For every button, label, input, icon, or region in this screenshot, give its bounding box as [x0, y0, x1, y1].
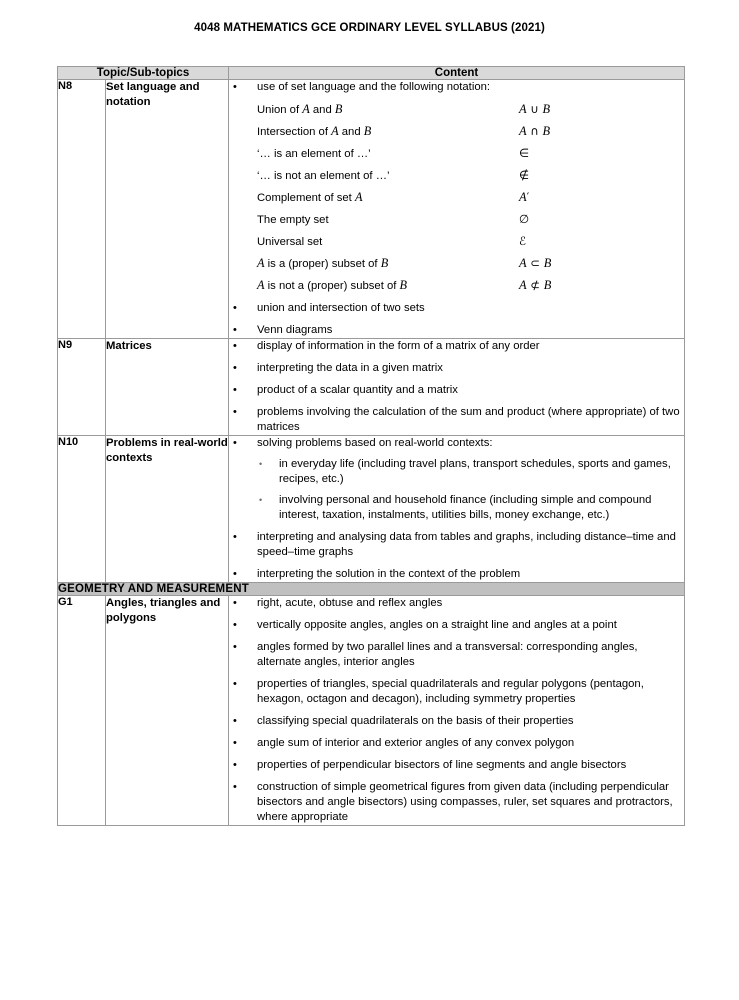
notation-row	[257, 278, 684, 294]
bullet-item	[229, 301, 684, 316]
notation-row	[257, 124, 684, 140]
topic-content	[229, 339, 685, 436]
topic-code: G1	[58, 596, 106, 826]
bullet-marker: •	[233, 81, 237, 93]
notation-row	[257, 234, 684, 250]
notation-term: Intersection of A and B	[257, 124, 372, 138]
topic-name: Angles, triangles and polygons	[106, 596, 229, 826]
table-body	[58, 67, 685, 826]
bullet-list	[229, 596, 684, 825]
notation-variable: A	[354, 190, 363, 204]
page-title: 4048 MATHEMATICS GCE ORDINARY LEVEL SYLLABUS (2021)	[194, 22, 545, 34]
bullet-text: product of a scalar quantity and a matrix	[257, 384, 458, 396]
table-header-row	[58, 67, 685, 80]
table-row	[58, 80, 685, 339]
notation-row	[257, 256, 684, 272]
notation-symbol: A ∪ B	[519, 102, 551, 116]
notation-symbol: ∈	[519, 146, 530, 160]
bullet-item	[229, 361, 684, 376]
bullet-text: display of information in the form of a matrix of any order	[257, 340, 540, 352]
topic-content	[229, 596, 685, 826]
notation-term: The empty set	[257, 214, 329, 226]
bullet-item	[229, 596, 684, 611]
bullet-text: use of set language and the following notation:	[257, 81, 491, 93]
bullet-marker: •	[233, 781, 237, 793]
notation-variable: B	[399, 278, 408, 292]
bullet-text: union and intersection of two sets	[257, 302, 425, 314]
bullet-item	[229, 323, 684, 338]
topic-code: N10	[58, 436, 106, 583]
notation-term: Union of A and B	[257, 102, 343, 116]
table-row	[58, 596, 685, 826]
topic-content	[229, 80, 685, 339]
section-header-row	[58, 583, 685, 596]
notation-symbol-variable: A	[519, 124, 527, 138]
notation-symbol: ℰ	[519, 234, 527, 248]
bullet-marker: •	[233, 737, 237, 749]
section-header-label: GEOMETRY AND MEASUREMENT	[58, 583, 685, 596]
syllabus-table	[57, 66, 685, 826]
bullet-marker: •	[233, 324, 237, 336]
notation-symbol-variable: A	[519, 278, 527, 292]
notation-symbol-variable: A	[519, 102, 527, 116]
bullet-text: vertically opposite angles, angles on a straight line and angles at a point	[257, 619, 617, 631]
bullet-item	[229, 677, 684, 707]
notation-symbol: A ∩ B	[519, 124, 551, 138]
bullet-text: Venn diagrams	[257, 324, 333, 336]
bullet-text: properties of perpendicular bisectors of line segments and angle bisectors	[257, 759, 627, 771]
bullet-item	[229, 383, 684, 398]
topic-code: N8	[58, 80, 106, 339]
sub-bullet-marker: •	[259, 495, 263, 505]
table-row	[58, 436, 685, 583]
bullet-text: right, acute, obtuse and reflex angles	[257, 597, 443, 609]
table-row	[58, 339, 685, 436]
notation-variable: B	[363, 124, 372, 138]
topic-content	[229, 436, 685, 583]
bullet-marker: •	[233, 597, 237, 609]
bullet-marker: •	[233, 340, 237, 352]
notation-symbol: A ⊄ B	[519, 278, 552, 292]
bullet-text: interpreting and analysing data from tables and graphs, including distance–time and speed–time graphs	[257, 531, 676, 558]
bullet-marker: •	[233, 619, 237, 631]
sub-bullet-item	[257, 457, 684, 487]
notation-variable: A	[257, 256, 265, 270]
bullet-text: properties of triangles, special quadrilaterals and regular polygons (pentagon, hexagon, octagon and decagon), including symmetry properties	[257, 678, 644, 705]
notation-row	[257, 146, 684, 162]
sub-bullet-text: involving personal and household finance (including simple and compound interest, taxation, instalments, utilities bills, money exchange, etc.)	[279, 494, 652, 521]
topic-name: Set language and notation	[106, 80, 229, 339]
bullet-item	[229, 567, 684, 582]
bullet-item	[229, 780, 684, 825]
bullet-list	[229, 339, 684, 435]
topic-name: Matrices	[106, 339, 229, 436]
bullet-marker: •	[233, 406, 237, 418]
bullet-marker: •	[233, 678, 237, 690]
sub-bullet-marker: •	[259, 459, 263, 469]
bullet-item	[229, 640, 684, 670]
notation-variable: A	[257, 278, 265, 292]
topic-code: N9	[58, 339, 106, 436]
notation-symbol-variable: B	[542, 102, 551, 116]
bullet-item	[229, 714, 684, 729]
bullet-text: interpreting the solution in the context of the problem	[257, 568, 521, 580]
bullet-marker: •	[233, 759, 237, 771]
notation-symbol-variable: B	[543, 256, 552, 270]
notation-symbol: ∉	[519, 168, 530, 182]
sub-bullet-item	[257, 493, 684, 523]
bullet-item	[229, 618, 684, 633]
notation-row	[257, 212, 684, 228]
notation-list	[257, 102, 684, 294]
notation-variable: B	[334, 102, 343, 116]
bullet-list	[229, 80, 684, 338]
notation-symbol-variable: B	[543, 278, 552, 292]
bullet-text: problems involving the calculation of the sum and product (where appropriate) of two matrices	[257, 406, 680, 433]
bullet-item	[229, 530, 684, 560]
bullet-marker: •	[233, 568, 237, 580]
bullet-text: angle sum of interior and exterior angles of any convex polygon	[257, 737, 575, 749]
notation-row	[257, 168, 684, 184]
notation-row	[257, 190, 684, 206]
notation-term: A is a (proper) subset of B	[257, 256, 389, 270]
bullet-marker: •	[233, 437, 237, 449]
sub-bullet-text: in everyday life (including travel plans, transport schedules, sports and games, recipes, etc.)	[279, 458, 671, 485]
bullet-item	[229, 736, 684, 751]
bullet-item	[229, 339, 684, 354]
bullet-text: solving problems based on real-world contexts:	[257, 437, 493, 449]
syllabus-table-container	[57, 66, 684, 826]
notation-row	[257, 102, 684, 118]
notation-symbol-variable: A	[519, 190, 527, 204]
bullet-text: angles formed by two parallel lines and a transversal: corresponding angles, alternate angles, interior angles	[257, 641, 638, 668]
bullet-item	[229, 436, 684, 523]
bullet-marker: •	[233, 531, 237, 543]
bullet-marker: •	[233, 384, 237, 396]
notation-term: A is not a (proper) subset of B	[257, 278, 408, 292]
notation-variable: A	[331, 124, 339, 138]
notation-term: Complement of set A	[257, 190, 363, 204]
bullet-marker: •	[233, 641, 237, 653]
topic-name: Problems in real-world contexts	[106, 436, 229, 583]
notation-symbol: A ⊂ B	[519, 256, 552, 270]
bullet-item	[229, 80, 684, 294]
notation-term: ‘… is an element of …’	[257, 148, 371, 160]
bullet-list	[229, 436, 684, 582]
notation-variable: A	[302, 102, 310, 116]
bullet-marker: •	[233, 362, 237, 374]
notation-term: ‘… is not an element of …’	[257, 170, 390, 182]
bullet-marker: •	[233, 302, 237, 314]
bullet-marker: •	[233, 715, 237, 727]
bullet-item	[229, 758, 684, 773]
bullet-item	[229, 405, 684, 435]
notation-term: Universal set	[257, 236, 323, 248]
bullet-text: construction of simple geometrical figures from given data (including perpendicular bisectors and angle bisectors) using compasses, ruler, set squares and protractors, where appropriate	[257, 781, 673, 823]
notation-variable: B	[380, 256, 389, 270]
column-header-topic: Topic/Sub-topics	[58, 67, 229, 80]
sub-bullet-list	[257, 457, 684, 523]
notation-symbol-variable: B	[542, 124, 551, 138]
bullet-text: interpreting the data in a given matrix	[257, 362, 443, 374]
notation-symbol: A′	[519, 190, 530, 204]
bullet-text: classifying special quadrilaterals on the basis of their properties	[257, 715, 574, 727]
notation-symbol-variable: A	[519, 256, 527, 270]
column-header-content: Content	[229, 67, 685, 80]
notation-symbol: ∅	[519, 212, 530, 226]
